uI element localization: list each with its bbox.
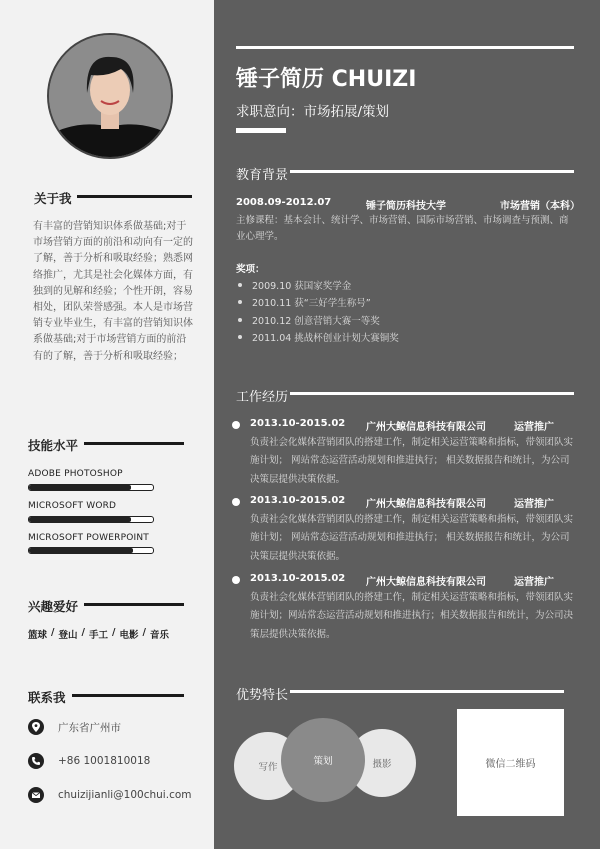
experience-title: 工作经历 [236, 390, 289, 405]
hobby-item: 音乐 [150, 630, 170, 641]
header-top-divider [236, 46, 574, 49]
skill-fill [29, 485, 131, 490]
hobby-item: 篮球 [28, 630, 48, 641]
skill-label: MICROSOFT POWERPOINT [28, 533, 149, 543]
award-item [236, 294, 399, 312]
job-description: 负责社会化媒体营销团队的搭建工作，制定相关运营策略和指标，带领团队实施计划；网站常态运营活动规划和推进执行；相关数据报告和统计，为公司决策层提供决策依据。 [250, 592, 574, 640]
skill-bar [28, 516, 154, 523]
contact-phone [28, 753, 150, 769]
award-text: 2011.04 挑战杯创业计划大赛铜奖 [252, 333, 399, 345]
location-pin-icon [28, 719, 44, 735]
job-header [232, 418, 577, 434]
hobbies-divider [84, 603, 184, 606]
job-company: 广州大鲸信息科技有限公司 [366, 422, 486, 433]
award-item [236, 329, 399, 347]
hobby-list [28, 627, 169, 641]
job-entry [232, 418, 577, 489]
job-company: 广州大鲸信息科技有限公司 [366, 499, 486, 510]
job-entry [232, 495, 577, 566]
awards-title: 奖项： [236, 264, 265, 275]
phone-text: +86 1001810018 [58, 755, 151, 767]
job-period: 2013.10-2015.02 [250, 495, 346, 506]
strength-label: 写作 [258, 762, 278, 773]
email-text: chuizijianli@100chui.com [58, 789, 192, 801]
sidebar [0, 0, 214, 849]
job-period: 2013.10-2015.02 [250, 573, 346, 584]
hobby-item: 手工 [89, 630, 109, 641]
strengths-title: 优势特长 [236, 688, 289, 703]
skills-divider [84, 442, 184, 445]
about-title: 关于我 [34, 191, 72, 206]
hobbies-title: 兴趣爱好 [28, 599, 79, 614]
awards-list [236, 276, 399, 346]
bullet-icon [232, 498, 240, 506]
skill-label: MICROSOFT WORD [28, 501, 117, 511]
location-text: 广东省广州市 [58, 721, 121, 734]
phone-icon [28, 753, 44, 769]
job-intent: 求职意向：市场拓展/策划 [236, 104, 390, 120]
contact-title: 联系我 [28, 690, 66, 705]
education-courses: 主修课程：基本会计、统计学、市场营销、国际市场营销、市场调查与预测、商业心理学。 [236, 215, 569, 242]
job-period: 2013.10-2015.02 [250, 418, 346, 429]
profile-photo [47, 33, 173, 159]
header-accent-bar [236, 128, 286, 133]
skill-bar [28, 484, 154, 491]
bullet-icon [238, 318, 242, 322]
job-role: 运营推广 [514, 577, 554, 588]
bullet-icon [238, 283, 242, 287]
resume-name: 锤子简历 CHUIZI [236, 67, 417, 92]
skill-fill [29, 517, 131, 522]
job-company: 广州大鲸信息科技有限公司 [366, 577, 486, 588]
hobby-separator: / [142, 627, 146, 638]
skill-fill [29, 548, 133, 553]
hobby-item: 电影 [119, 630, 139, 641]
profile-photo-illustration [49, 35, 171, 157]
job-entry [232, 573, 577, 644]
skills-title: 技能水平 [28, 438, 79, 453]
bullet-icon [232, 576, 240, 584]
education-major: 市场营销（本科） [500, 201, 580, 212]
hobby-separator: / [112, 627, 116, 638]
contact-location [28, 719, 121, 735]
education-divider [290, 170, 574, 173]
email-icon [28, 787, 44, 803]
contact-divider [72, 694, 184, 697]
award-item [236, 311, 399, 329]
strengths-divider [290, 690, 564, 693]
about-text: 有丰富的营销知识体系做基础;对于市场营销方面的前沿和动向有一定的了解，善于分析和吸取经验；熟悉网络推广，尤其是社会化媒体方面，有独到的见解和经验；个性开朗，容易相处，团队荣誉感强。本人是市场营销专业毕业生，有丰富的营销知识体系做基础;对于市场营销方面的前沿有的了解，善于分析和吸取经验； [33, 221, 193, 362]
bullet-icon [238, 300, 242, 304]
about-divider [77, 195, 192, 198]
experience-divider [290, 392, 574, 395]
job-role: 运营推广 [514, 422, 554, 433]
contact-email [28, 787, 192, 803]
education-title: 教育背景 [236, 168, 289, 183]
skill-label: ADOBE PHOTOSHOP [28, 469, 123, 479]
bullet-icon [238, 335, 242, 339]
award-text: 2010.11 获“三好学生称号” [252, 298, 371, 310]
strength-label: 策划 [313, 756, 333, 767]
job-role: 运营推广 [514, 499, 554, 510]
hobby-separator: / [51, 627, 55, 638]
skill-bar [28, 547, 154, 554]
hobby-item: 登山 [58, 630, 78, 641]
strength-label: 摄影 [372, 759, 392, 770]
award-item [236, 276, 399, 294]
qr-label: 微信二维码 [485, 759, 536, 770]
education-period: 2008.09-2012.07 [236, 197, 332, 208]
job-description: 负责社会化媒体营销团队的搭建工作，制定相关运营策略和指标，带领团队实施计划； 网站常态运营活动规划和推进执行； 相关数据报告和统计，为公司决策层提供决策依据。 [250, 514, 574, 562]
bullet-icon [232, 421, 240, 429]
job-header [232, 573, 577, 589]
hobby-separator: / [81, 627, 85, 638]
job-description: 负责社会化媒体营销团队的搭建工作，制定相关运营策略和指标，带领团队实施计划； 网站常态运营活动规划和推进执行； 相关数据报告和统计，为公司决策层提供决策依据。 [250, 437, 574, 485]
wechat-qr-placeholder [457, 709, 564, 816]
award-text: 2010.12 创意营销大赛一等奖 [252, 315, 380, 327]
education-school: 锤子简历科技大学 [366, 201, 446, 212]
strength-circle-planning [281, 718, 365, 802]
job-header [232, 495, 577, 511]
award-text: 2009.10 获国家奖学金 [252, 280, 352, 292]
